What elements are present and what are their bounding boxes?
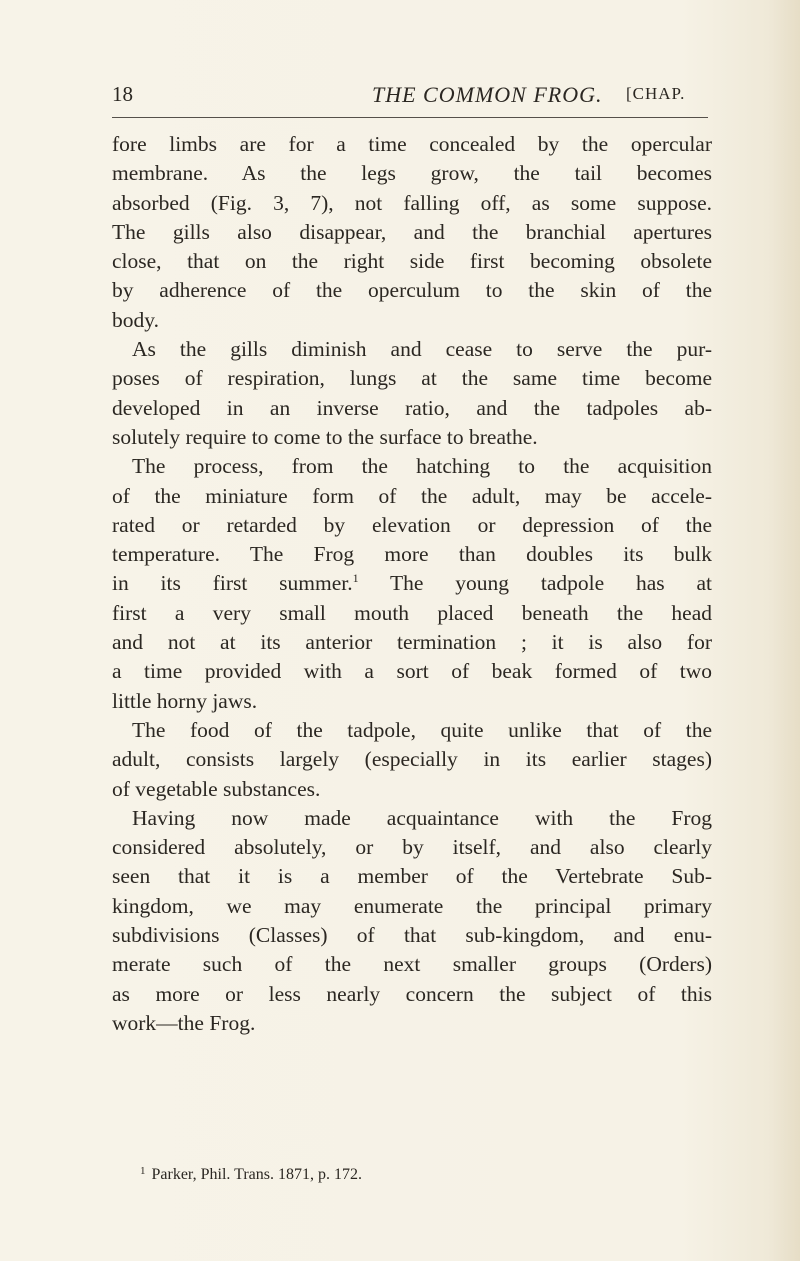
text-line: Having now made acquaintance with the Frog bbox=[132, 805, 712, 830]
text-line: by adherence of the operculum to the skin of the bbox=[112, 278, 712, 303]
text-line: subdivisions (Classes) of that sub-kingdom, and enu- bbox=[112, 923, 712, 948]
text-line: seen that it is a member of the Vertebrate Sub- bbox=[112, 864, 712, 889]
running-title: THE COMMON FROG. bbox=[372, 82, 603, 107]
text-line: little horny jaws. bbox=[112, 688, 258, 713]
text-line-with-footnote bbox=[112, 569, 712, 598]
text-line: kingdom, we may enumerate the principal primary bbox=[112, 893, 712, 918]
text-line: The gills also disappear, and the branchial apertures bbox=[112, 219, 712, 244]
text-line: merate such of the next smaller groups (Orders) bbox=[112, 952, 712, 977]
text-line: The food of the tadpole, quite unlike that of the bbox=[132, 717, 712, 742]
footnote-text: Parker, Phil. Trans. 1871, p. 172. bbox=[151, 1166, 362, 1183]
chapter-marker: [CHAP. bbox=[626, 84, 686, 103]
text-line: of vegetable substances. bbox=[112, 776, 321, 801]
footnote bbox=[140, 1160, 362, 1186]
text-line: developed in an inverse ratio, and the tadpoles ab- bbox=[112, 395, 712, 420]
footnote-mark: 1 bbox=[140, 1165, 146, 1177]
text-line: absorbed (Fig. 3, 7), not falling off, as some suppose. bbox=[112, 190, 712, 215]
text-line: rated or retarded by elevation or depression of the bbox=[112, 512, 712, 537]
text-line: poses of respiration, lungs at the same time become bbox=[112, 366, 712, 391]
page-number: 18 bbox=[112, 82, 133, 106]
footnote-reference[interactable]: 1 bbox=[352, 571, 359, 586]
text-line: solutely require to come to the surface to breathe. bbox=[112, 424, 538, 449]
text-line: As the gills diminish and cease to serve the pur- bbox=[132, 337, 712, 362]
text-line: and not at its anterior termination ; it is also for bbox=[112, 630, 712, 655]
page-header bbox=[112, 82, 712, 118]
text-line: body. bbox=[112, 307, 159, 332]
text-segment: in its first summer. bbox=[112, 571, 353, 596]
text-line: The process, from the hatching to the acquisition bbox=[132, 454, 712, 479]
text-line: a time provided with a sort of beak formed of two bbox=[112, 659, 712, 684]
text-line: membrane. As the legs grow, the tail becomes bbox=[112, 161, 712, 186]
text-line: of the miniature form of the adult, may be accele- bbox=[112, 483, 712, 508]
text-line: first a very small mouth placed beneath the head bbox=[112, 600, 712, 625]
text-segment: The young tadpole has at bbox=[358, 571, 712, 596]
body-text bbox=[112, 130, 712, 1038]
header-rule bbox=[112, 117, 708, 118]
text-line: fore limbs are for a time concealed by the opercular bbox=[112, 132, 712, 156]
text-line: work—the Frog. bbox=[112, 1010, 256, 1035]
text-line: temperature. The Frog more than doubles its bulk bbox=[112, 542, 712, 567]
text-line: close, that on the right side first becoming obsolete bbox=[112, 249, 712, 274]
text-line: adult, consists largely (especially in its earlier stages) bbox=[112, 747, 712, 772]
text-line: as more or less nearly concern the subject of this bbox=[112, 981, 712, 1006]
text-line: considered absolutely, or by itself, and also clearly bbox=[112, 835, 712, 860]
